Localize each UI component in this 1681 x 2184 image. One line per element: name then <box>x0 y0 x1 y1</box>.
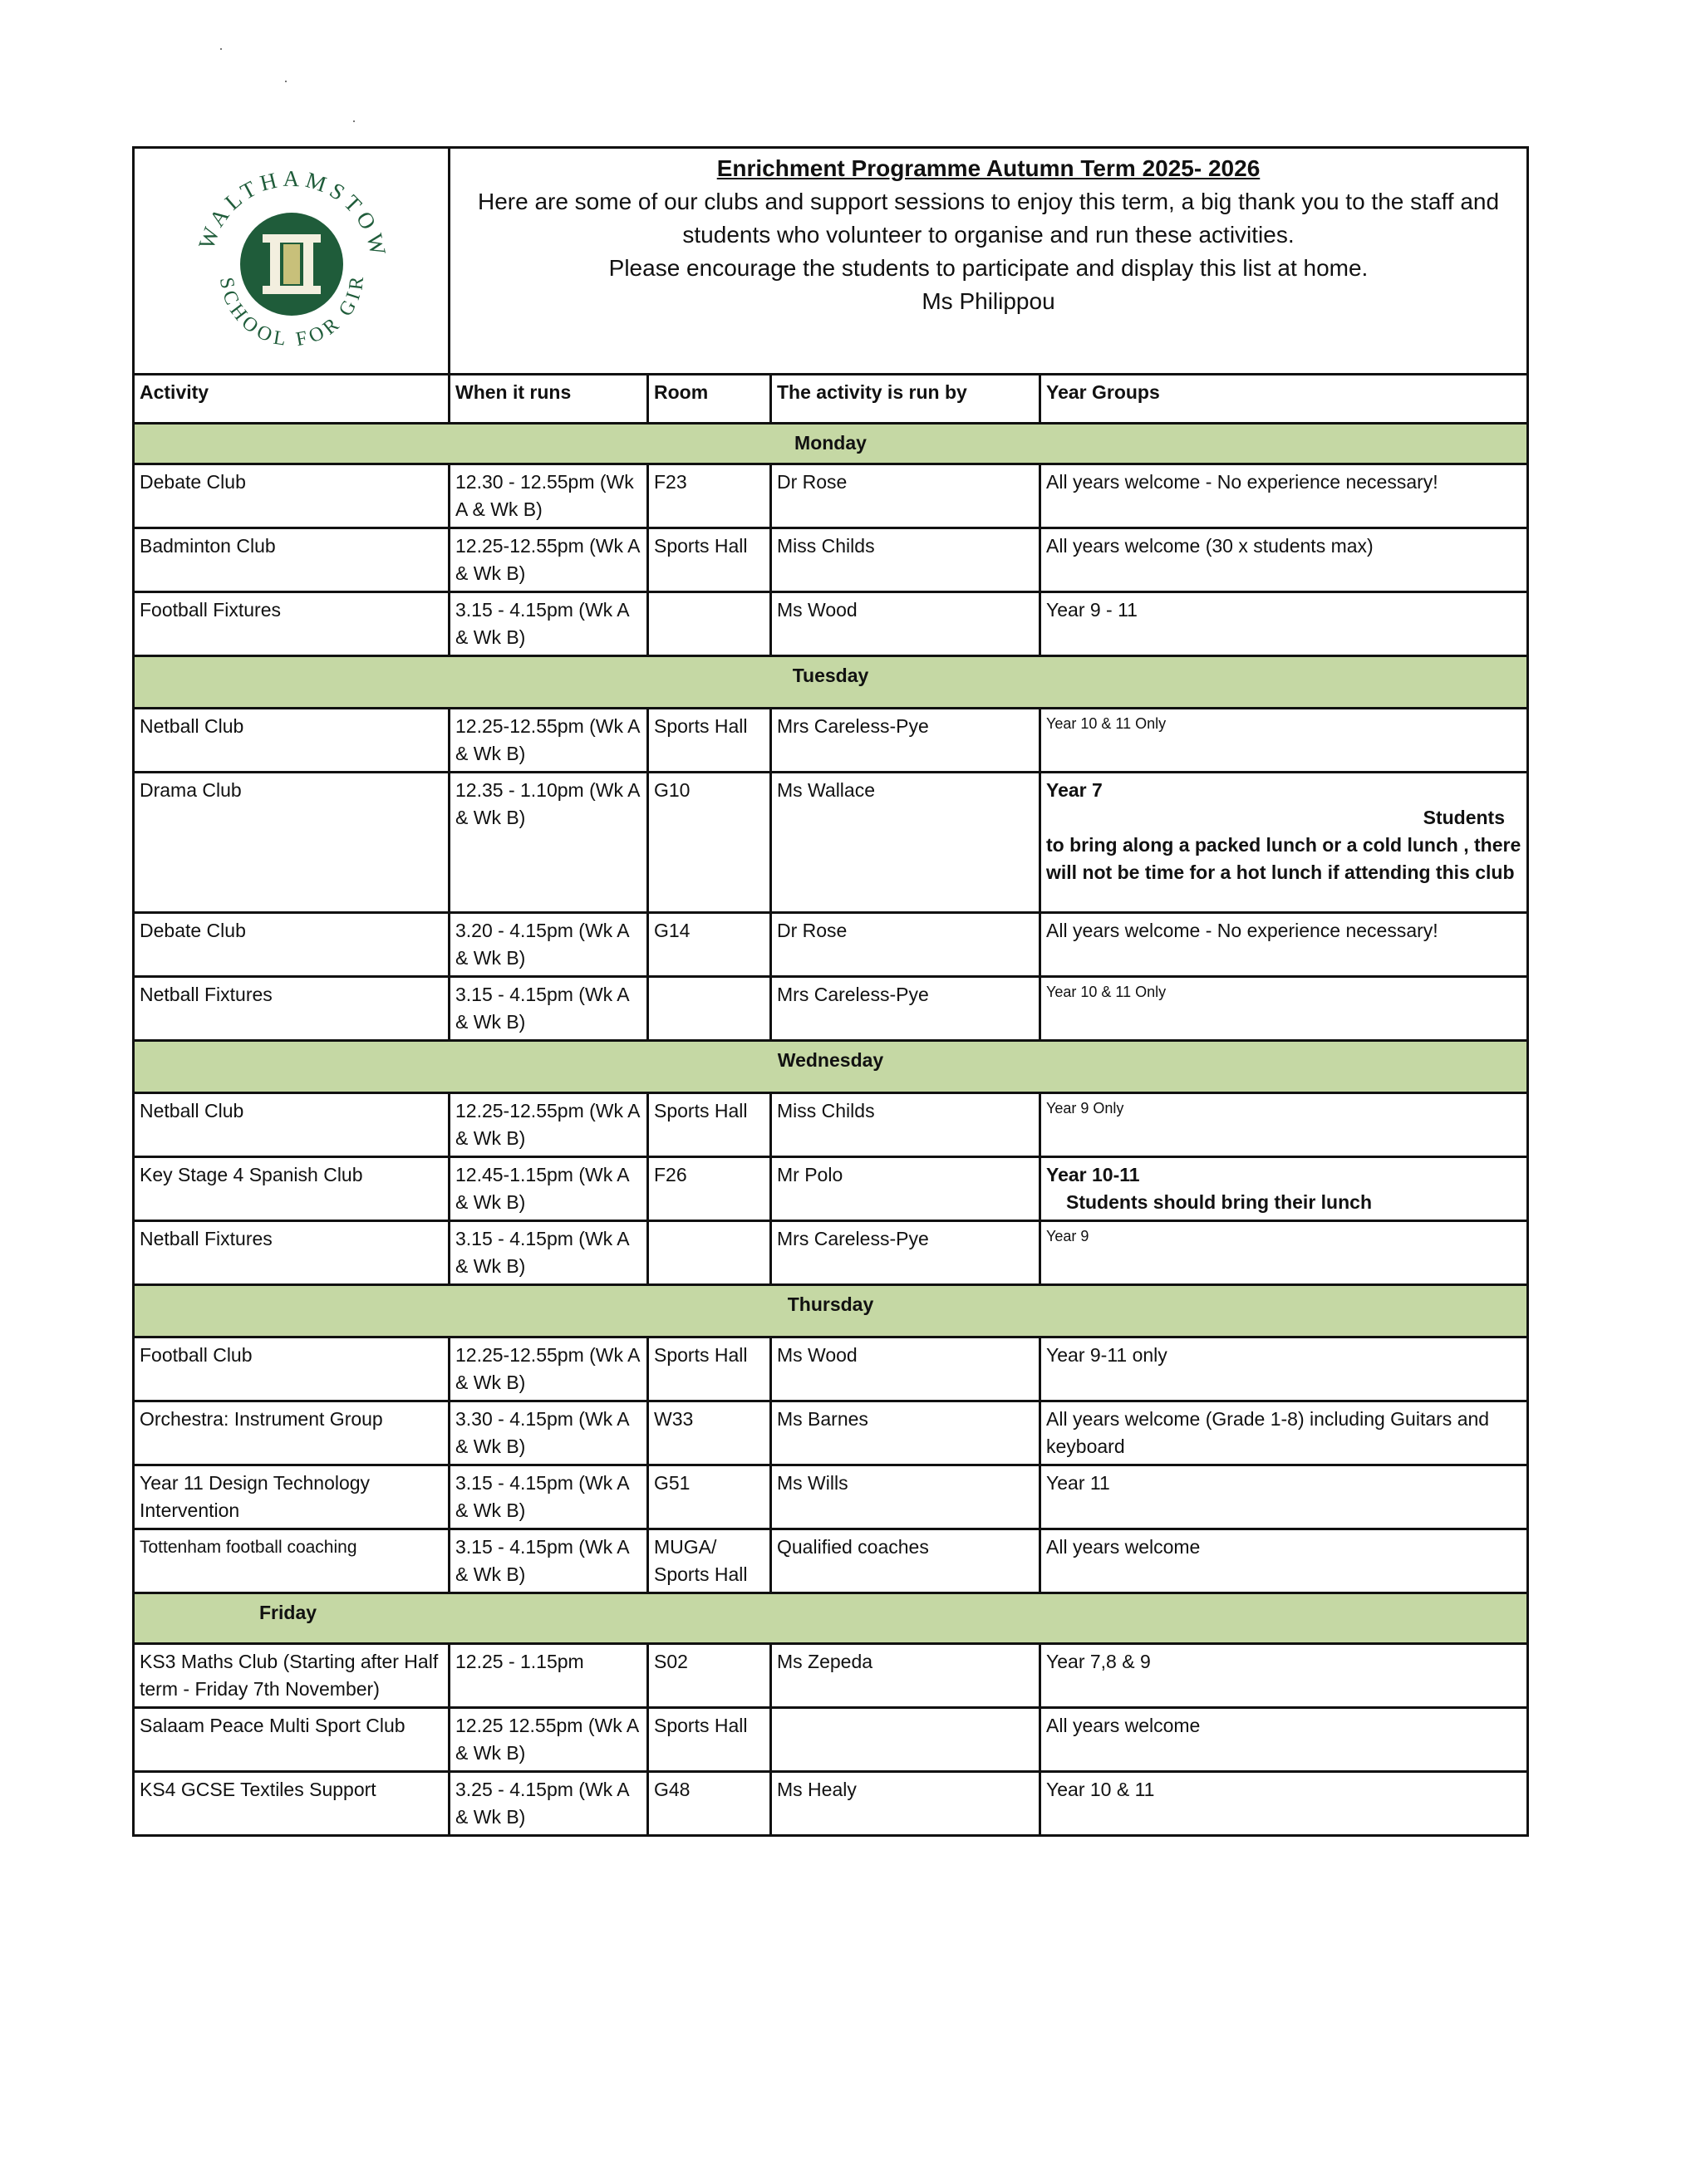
years-heading: Year 7 <box>1046 779 1103 801</box>
cell-when: 12.25-12.55pm (Wk A & Wk B) <box>450 709 648 773</box>
table-row <box>134 464 1528 528</box>
cell-activity: Football Fixtures <box>134 592 450 656</box>
scan-speck <box>285 81 287 82</box>
signature: Ms Philippou <box>922 288 1055 314</box>
intro-line: Here are some of our clubs and support sessions to enjoy this term, a big thank you to the staff and <box>477 189 1500 214</box>
cell-when: 12.25-12.55pm (Wk A & Wk B) <box>450 1337 648 1401</box>
cell-when: 12.45-1.15pm (Wk A & Wk B) <box>450 1157 648 1221</box>
day-label: Thursday <box>134 1285 1528 1337</box>
cell-activity: KS4 GCSE Textiles Support <box>134 1772 450 1836</box>
cell-years: Year 9 <box>1040 1221 1528 1285</box>
table-row <box>134 1708 1528 1772</box>
cell-when: 12.25 - 1.15pm <box>450 1644 648 1708</box>
cell-years: All years welcome (30 x students max) <box>1040 528 1528 592</box>
day-label: Monday <box>134 424 1528 464</box>
cell-activity: Football Club <box>134 1337 450 1401</box>
cell-activity: Debate Club <box>134 464 450 528</box>
cell-room: G48 <box>648 1772 771 1836</box>
col-header-activity: Activity <box>134 375 450 424</box>
col-header-year-groups: Year Groups <box>1040 375 1528 424</box>
col-header-room: Room <box>648 375 771 424</box>
cell-years: Year 9 Only <box>1040 1093 1528 1157</box>
page-title: Enrichment Programme Autumn Term 2025- 2026 <box>716 155 1261 181</box>
cell-years: All years welcome - No experience necessary! <box>1040 913 1528 977</box>
day-row-thursday <box>134 1285 1528 1337</box>
years-note: to bring along a packed lunch or a cold lunch , there will not be time for a hot lunch if attending this club <box>1046 834 1521 883</box>
cell-activity: KS3 Maths Club (Starting after Half term - Friday 7th November) <box>134 1644 450 1708</box>
svg-text:SCHOOL FOR GIRLS: SCHOOL FOR GIR <box>214 271 369 351</box>
cell-room: Sports Hall <box>648 1337 771 1401</box>
cell-when: 3.15 - 4.15pm (Wk A & Wk B) <box>450 1529 648 1593</box>
cell-activity: Badminton Club <box>134 528 450 592</box>
day-row-wednesday <box>134 1041 1528 1093</box>
cell-room: Sports Hall <box>648 528 771 592</box>
header-row <box>134 148 1528 375</box>
table-row <box>134 1221 1528 1285</box>
table-row <box>134 592 1528 656</box>
cell-years: All years welcome <box>1040 1708 1528 1772</box>
years-heading: Year 10-11 <box>1046 1164 1140 1185</box>
cell-room: G10 <box>648 773 771 913</box>
cell-run-by: Dr Rose <box>771 464 1040 528</box>
day-row-tuesday <box>134 656 1528 709</box>
cell-years: Year 11 <box>1040 1465 1528 1529</box>
school-crest-logo <box>184 158 400 357</box>
cell-run-by <box>771 1708 1040 1772</box>
table-row <box>134 1337 1528 1401</box>
cell-activity: Debate Club <box>134 913 450 977</box>
table-row <box>134 977 1528 1041</box>
cell-activity: Salaam Peace Multi Sport Club <box>134 1708 450 1772</box>
cell-room: Sports Hall <box>648 709 771 773</box>
cell-room: S02 <box>648 1644 771 1708</box>
cell-when: 3.15 - 4.15pm (Wk A & Wk B) <box>450 592 648 656</box>
cell-run-by: Ms Wallace <box>771 773 1040 913</box>
cell-when: 3.25 - 4.15pm (Wk A & Wk B) <box>450 1772 648 1836</box>
cell-run-by: Miss Childs <box>771 528 1040 592</box>
cell-activity: Orchestra: Instrument Group <box>134 1401 450 1465</box>
cell-activity: Netball Club <box>134 1093 450 1157</box>
cell-activity: Drama Club <box>134 773 450 913</box>
cell-room <box>648 977 771 1041</box>
cell-when: 12.30 - 12.55pm (Wk A & Wk B) <box>450 464 648 528</box>
cell-room: G14 <box>648 913 771 977</box>
cell-years: All years welcome (Grade 1-8) including Guitars and keyboard <box>1040 1401 1528 1465</box>
table-row <box>134 1772 1528 1836</box>
table-row <box>134 1093 1528 1157</box>
cell-run-by: Ms Wills <box>771 1465 1040 1529</box>
cell-activity: Year 11 Design Technology Intervention <box>134 1465 450 1529</box>
table-row <box>134 773 1528 913</box>
cell-run-by: Dr Rose <box>771 913 1040 977</box>
table-row <box>134 913 1528 977</box>
cell-when: 3.15 - 4.15pm (Wk A & Wk B) <box>450 1465 648 1529</box>
cell-years <box>1040 1157 1528 1221</box>
cell-room: F23 <box>648 464 771 528</box>
cell-when: 12.25-12.55pm (Wk A & Wk B) <box>450 528 648 592</box>
intro-line: Please encourage the students to participate and display this list at home. <box>608 255 1369 281</box>
cell-run-by: Ms Zepeda <box>771 1644 1040 1708</box>
col-header-run-by: The activity is run by <box>771 375 1040 424</box>
table-row <box>134 1529 1528 1593</box>
day-row-monday <box>134 424 1528 464</box>
cell-years: Year 10 & 11 Only <box>1040 977 1528 1041</box>
cell-room: Sports Hall <box>648 1708 771 1772</box>
table-row <box>134 1644 1528 1708</box>
cell-run-by: Miss Childs <box>771 1093 1040 1157</box>
logo-cell <box>134 148 450 375</box>
title-cell <box>450 148 1528 375</box>
cell-years: Year 9 - 11 <box>1040 592 1528 656</box>
cell-years: All years welcome - No experience necessary! <box>1040 464 1528 528</box>
cell-activity: Netball Fixtures <box>134 977 450 1041</box>
table-row <box>134 1401 1528 1465</box>
cell-years: All years welcome <box>1040 1529 1528 1593</box>
day-label: Wednesday <box>134 1041 1528 1093</box>
cell-run-by: Ms Wood <box>771 1337 1040 1401</box>
cell-years: Year 10 & 11 <box>1040 1772 1528 1836</box>
scan-speck <box>353 120 355 122</box>
cell-run-by: Ms Healy <box>771 1772 1040 1836</box>
cell-activity: Netball Fixtures <box>134 1221 450 1285</box>
cell-room: Sports Hall <box>648 1093 771 1157</box>
cell-run-by: Mr Polo <box>771 1157 1040 1221</box>
cell-run-by: Ms Barnes <box>771 1401 1040 1465</box>
cell-room: W33 <box>648 1401 771 1465</box>
cell-when: 12.25-12.55pm (Wk A & Wk B) <box>450 1093 648 1157</box>
cell-run-by: Mrs Careless-Pye <box>771 1221 1040 1285</box>
intro-line: students who volunteer to organise and run these activities. <box>682 222 1295 248</box>
cell-when: 3.15 - 4.15pm (Wk A & Wk B) <box>450 1221 648 1285</box>
cell-room: F26 <box>648 1157 771 1221</box>
cell-when: 3.20 - 4.15pm (Wk A & Wk B) <box>450 913 648 977</box>
cell-room <box>648 592 771 656</box>
column-header-row <box>134 375 1528 424</box>
cell-activity: Key Stage 4 Spanish Club <box>134 1157 450 1221</box>
col-header-when: When it runs <box>450 375 648 424</box>
enrichment-sheet <box>132 146 1526 1837</box>
table-row <box>134 528 1528 592</box>
cell-room: MUGA/ Sports Hall <box>648 1529 771 1593</box>
cell-years: Year 7,8 & 9 <box>1040 1644 1528 1708</box>
day-label: Friday <box>134 1593 1528 1644</box>
cell-run-by: Ms Wood <box>771 592 1040 656</box>
years-word: Students <box>1423 807 1505 828</box>
table-row <box>134 1157 1528 1221</box>
cell-run-by: Qualified coaches <box>771 1529 1040 1593</box>
day-row-friday <box>134 1593 1528 1644</box>
cell-when: 3.15 - 4.15pm (Wk A & Wk B) <box>450 977 648 1041</box>
cell-activity: Tottenham football coaching <box>134 1529 450 1593</box>
cell-when: 12.25 12.55pm (Wk A & Wk B) <box>450 1708 648 1772</box>
cell-run-by: Mrs Careless-Pye <box>771 977 1040 1041</box>
cell-years: Year 9-11 only <box>1040 1337 1528 1401</box>
day-label: Tuesday <box>134 656 1528 709</box>
cell-room <box>648 1221 771 1285</box>
cell-room: G51 <box>648 1465 771 1529</box>
cell-when: 3.30 - 4.15pm (Wk A & Wk B) <box>450 1401 648 1465</box>
svg-text:WALTHAMSTOW: WALTHAMSTOW <box>193 165 392 263</box>
table-row <box>134 709 1528 773</box>
enrichment-table <box>132 146 1529 1837</box>
cell-activity: Netball Club <box>134 709 450 773</box>
table-row <box>134 1465 1528 1529</box>
years-note: Students should bring their lunch <box>1066 1191 1372 1213</box>
cell-run-by: Mrs Careless-Pye <box>771 709 1040 773</box>
scan-speck <box>220 48 222 50</box>
cell-when: 12.35 - 1.10pm (Wk A & Wk B) <box>450 773 648 913</box>
cell-years <box>1040 773 1528 913</box>
cell-years: Year 10 & 11 Only <box>1040 709 1528 773</box>
